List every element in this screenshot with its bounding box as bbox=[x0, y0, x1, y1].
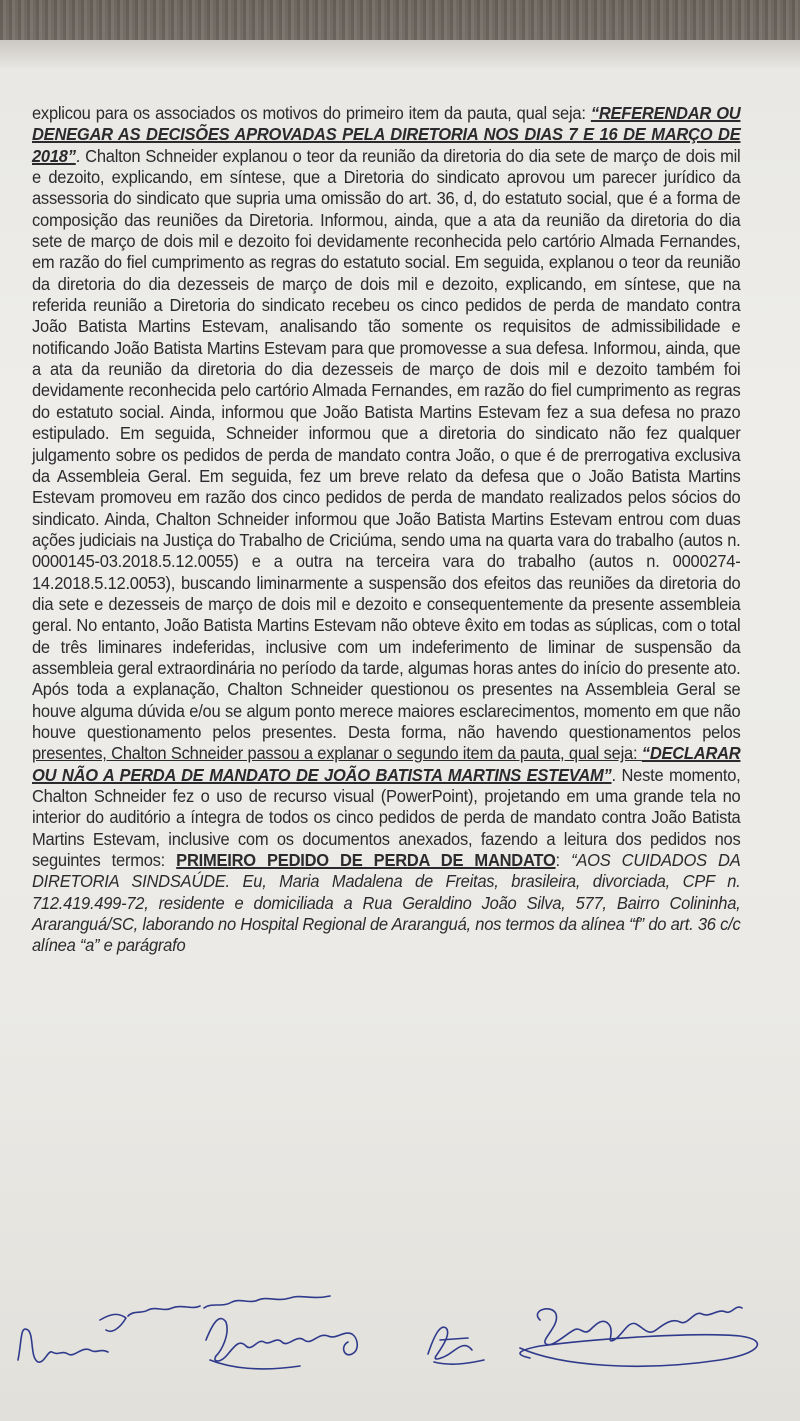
signature-4 bbox=[520, 1307, 757, 1366]
background-fabric bbox=[0, 0, 800, 40]
paragraph bbox=[32, 103, 740, 957]
signature-2 bbox=[206, 1319, 357, 1369]
agenda-item-1-heading: “REFERENDAR OU DENEGAR AS DECISÕES APROVADAS PELA DIRETORIA NOS DIAS 7 E 16 DE MARÇO DE 2018” bbox=[32, 103, 741, 166]
first-request-heading: PRIMEIRO PEDIDO DE PERDA DE MANDATO bbox=[176, 850, 556, 871]
text-run: . Neste momento, Chalton Schneider fez o uso de recurso visual (PowerPoint), projetando em uma grande tela no interior do auditório a íntegra de todos os cinco pedidos de perda de mandato contra João Batista Martins Estevam, inclusive com os documentos anexados, fazendo a leitura dos pedidos nos seguintes termos: bbox=[32, 764, 741, 871]
quoted-request-text: “AOS CUIDADOS DA DIRETORIA SINDSAÚDE. Eu, Maria Madalena de Freitas, brasileira, divorciada, CPF n. 712.419.499-72, residente e domiciliada a Rua Geraldino João Silva, 577, Bairro Colininha, Araranguá/SC, laborando no Hospital Regional de Araranguá, nos termos da alínea “f” do art. 36 c/c alínea “a” e parágrafo bbox=[32, 850, 741, 956]
text-run: . Chalton Schneider explanou o teor da reunião da diretoria do dia sete de março de dois mil e dezoito, explicando, em síntese, que a Diretoria do sindicato aprovou um parecer jurídico da assessoria do sindicato que supria uma omissão do art. 36, d, do estatuto social, que é a forma de composição das reuniões da Diretoria. Informou, ainda, que a ata da reunião da diretoria do dia sete de março de dois mil e dezoito foi devidamente reconhecida pelo cartório Almada Fernandes, em razão do fiel cumprimento as regras do estatuto social. Em seguida, explanou o teor da reunião da diretoria do dia dezesseis de março de dois mil e dezoito, explicando, em síntese, que na referida reunião a Diretoria do sindicato recebeu os cinco pedidos de perda de mandato contra João Batista Martins Estevam, analisando tão somente os requisitos de admissibilidade e notificando João Batista Martins Estevam para que promovesse a sua defesa. Informou, ainda, que a ata da reunião da diretoria do dia dezesseis de março de dois mil e dezoito também foi devidamente reconhecida pelo cartório Almada Fernandes, em razão do fiel cumprimento as regras do estatuto social. Ainda, informou que João Batista Martins Estevam fez a sua defesa no prazo estipulado. Em seguida, Schneider informou que a diretoria do sindicato não fez qualquer julgamento sobre os pedidos de perda de mandato contra João, o que é de prerrogativa exclusiva da Assembleia Geral. Em seguida, fez um breve relato da defesa que o João Batista Martins Estevam promoveu em razão dos cinco pedidos de perda de mandato realizados pelos sócios do sindicato. Ainda, Chalton Schneider informou que João Batista Martins Estevam entrou com duas ações judiciais na Justiça do Trabalho de Criciúma, sendo uma na quarta vara do trabalho (autos n. 0000145-03.2018.5.12.0055) e a outra na terceira vara do trabalho (autos n. 0000274-14.2018.5.12.0053), buscando liminarmente a suspensão dos efeitos das reuniões da diretoria do dia sete e dezesseis de março de dois mil e dezoito e consequentemente da presente assembleia geral. No entanto, João Batista Martins Estevam não obteve êxito em todas as súplicas, com o total de três liminares indeferidas, inclusive com um indeferimento de liminar de suspensão da assembleia geral extraordinária no período da tarde, algumas horas antes do início do presente ato. Após toda a explanação, Chalton Schneider questionou os presentes na Assembleia Geral se houve alguma dúvida e/ou se algum ponto merece maiores esclarecimentos, momento em que não houve questionamento pelos presentes. Desta forma, não havendo questionamentos pelos bbox=[32, 145, 741, 742]
signature-1 bbox=[18, 1296, 330, 1362]
agenda-item-2-heading: “DECLARAR OU NÃO A PERDA DE MANDATO DE JOÃO BATISTA MARTINS ESTEVAM” bbox=[32, 743, 741, 785]
underlined-run: presentes, Chalton Schneider passou a explanar o segundo item da pauta, qual seja: bbox=[32, 743, 642, 764]
text-run: explicou para os associados os motivos do primeiro item da pauta, qual seja: bbox=[32, 103, 591, 123]
document-body bbox=[32, 103, 740, 957]
text-run: : bbox=[555, 850, 572, 871]
handwritten-signatures bbox=[0, 1280, 800, 1421]
signature-3 bbox=[428, 1327, 484, 1364]
